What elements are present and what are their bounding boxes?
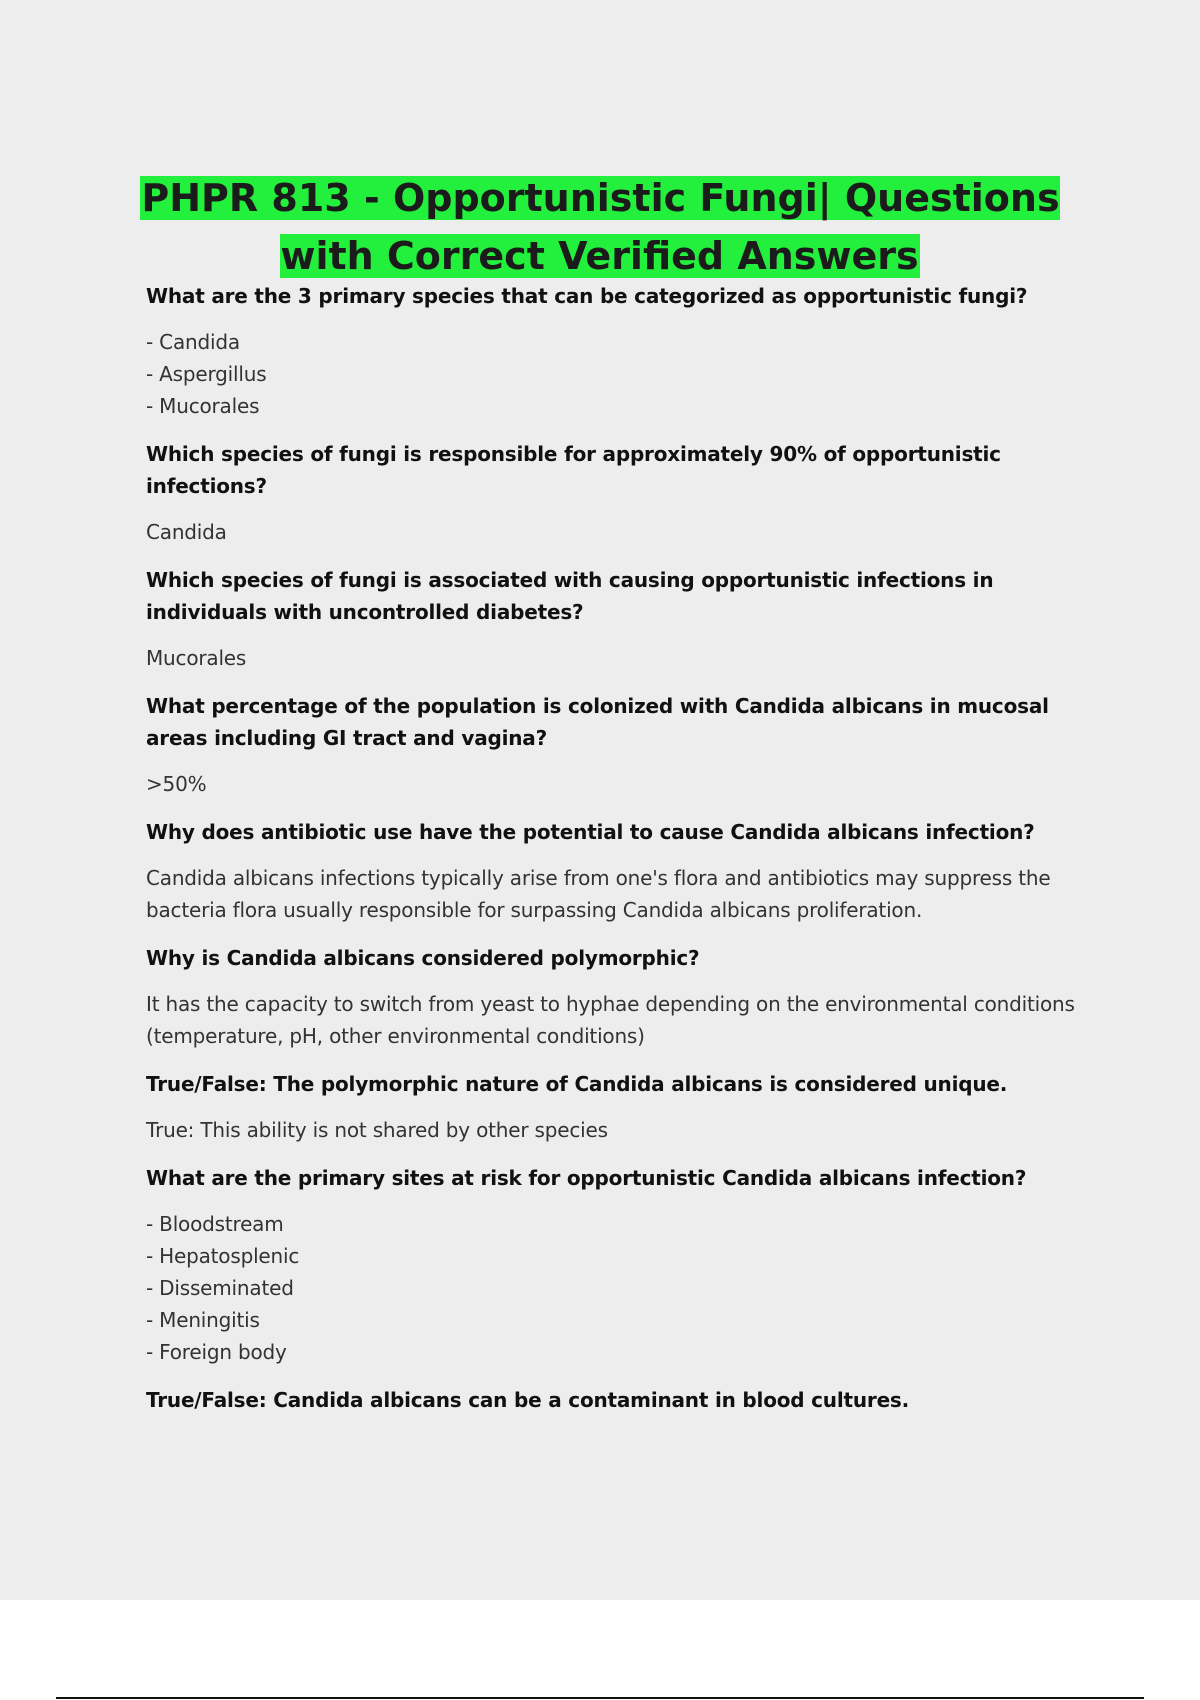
- answer-list-item: - Foreign body: [146, 1340, 287, 1364]
- question: What are the primary sites at risk for opportunistic Candida albicans infection?: [146, 1166, 1027, 1190]
- question: True/False: Candida albicans can be a contaminant in blood cultures.: [146, 1388, 910, 1412]
- qa-content: [146, 280, 1081, 1430]
- answer: Candida: [146, 520, 227, 544]
- question: Why is Candida albicans considered polymorphic?: [146, 946, 700, 970]
- answer-list-item: - Aspergillus: [146, 362, 267, 386]
- answer-list-item: - Mucorales: [146, 394, 260, 418]
- qa-item-3: [146, 564, 1081, 674]
- question: What are the 3 primary species that can be categorized as opportunistic fungi?: [146, 284, 1028, 308]
- qa-item-8: [146, 1162, 1081, 1368]
- answer: True: This ability is not shared by other species: [146, 1118, 608, 1142]
- question: What percentage of the population is colonized with Candida albicans in mucosal areas including GI tract and vagina?: [146, 694, 1049, 750]
- qa-item-6: [146, 942, 1081, 1052]
- answer-list-item: - Disseminated: [146, 1276, 294, 1300]
- question: True/False: The polymorphic nature of Candida albicans is considered unique.: [146, 1072, 1008, 1096]
- answer-list-item: - Meningitis: [146, 1308, 260, 1332]
- question: Which species of fungi is responsible for approximately 90% of opportunistic infections?: [146, 442, 1001, 498]
- qa-item-4: [146, 690, 1081, 800]
- footer-divider: [56, 1697, 1144, 1699]
- answer-list-item: - Bloodstream: [146, 1212, 284, 1236]
- answer: Mucorales: [146, 646, 247, 670]
- answer-list-item: - Candida: [146, 330, 240, 354]
- qa-item-2: [146, 438, 1081, 548]
- qa-item-5: [146, 816, 1081, 926]
- question: Why does antibiotic use have the potential to cause Candida albicans infection?: [146, 820, 1035, 844]
- question: Which species of fungi is associated with causing opportunistic infections in individuals with uncontrolled diabetes?: [146, 568, 994, 624]
- answer: It has the capacity to switch from yeast to hyphae depending on the environmental conditions (temperature, pH, other environmental conditions): [146, 992, 1075, 1048]
- qa-item-9: [146, 1384, 1081, 1416]
- document-title: [100, 169, 1100, 285]
- answer: >50%: [146, 772, 207, 796]
- answer-list: [146, 1208, 1081, 1368]
- answer: Candida albicans infections typically arise from one's flora and antibiotics may suppress the bacteria flora usually responsible for surpassing Candida albicans proliferation.: [146, 866, 1051, 922]
- title-highlight: PHPR 813 - Opportunistic Fungi| Questions with Correct Verified Answers: [141, 176, 1060, 279]
- qa-item-1: [146, 280, 1081, 422]
- answer-list-item: - Hepatosplenic: [146, 1244, 300, 1268]
- answer-list: [146, 326, 1081, 422]
- qa-item-7: [146, 1068, 1081, 1146]
